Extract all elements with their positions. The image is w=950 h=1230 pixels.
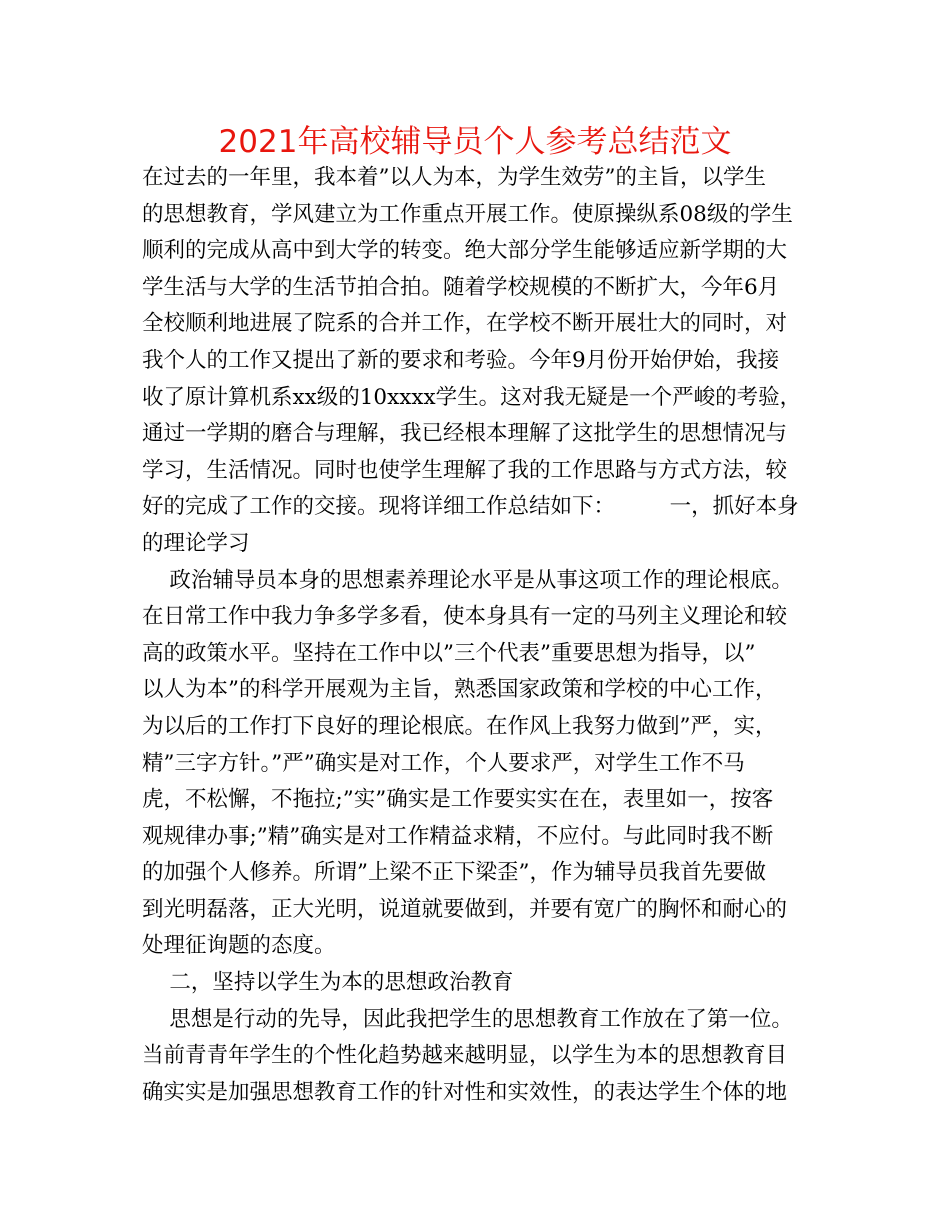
body-line: 思想是行动的先导，因此我把学生的思想教育工作放在了第一位。 bbox=[142, 1006, 793, 1032]
body-line: 政治辅导员本身的思想素养理论水平是从事这项工作的理论根底。 bbox=[142, 567, 793, 593]
body-line: 到光明磊落，正大光明，说道就要做到，并要有宽广的胸怀和耐心的 bbox=[142, 896, 788, 922]
body-line: 为以后的工作打下良好的理论根底。在作风上我努力做到”严，实， bbox=[142, 713, 777, 739]
body-line: 高的政策水平。坚持在工作中以”三个代表”重要思想为指导，以” bbox=[142, 640, 756, 666]
body-line: 在过去的一年里，我本着”以人为本，为学生效劳”的主旨，以学生 bbox=[142, 165, 766, 190]
body-line: 观规律办事;”精”确实是对工作精益求精，不应付。与此同时我不断 bbox=[142, 823, 774, 849]
body-line: 当前青青年学生的个性化趋势越来越明显，以学生为本的思想教育目 bbox=[142, 1043, 788, 1069]
body-line: 虎，不松懈，不拖拉;”实”确实是工作要实实在在，表里如一，按客 bbox=[142, 787, 774, 813]
body-line: 确实实是加强思想教育工作的针对性和实效性，的表达学生个体的地 bbox=[142, 1079, 788, 1105]
body-line: 二，坚持以学生为本的思想政治教育 bbox=[142, 970, 514, 996]
body-line: 精”三字方针。”严”确实是对工作，个人要求严，对学生工作不马 bbox=[142, 750, 745, 776]
body-line: 的理论学习 bbox=[142, 530, 250, 556]
body-line: 好的完成了工作的交接。现将详细工作总结如下： 一，抓好本身 bbox=[142, 494, 799, 520]
body-line: 在日常工作中我力争多学多看，使本身具有一定的马列主义理论和较 bbox=[142, 604, 788, 630]
body-line: 的思想教育，学风建立为工作重点开展工作。使原操纵系08级的学生 bbox=[142, 201, 793, 227]
body-line: 顺利的完成从高中到大学的转变。绝大部分学生能够适应新学期的大 bbox=[142, 238, 788, 264]
body-line: 学生活与大学的生活节拍合拍。随着学校规模的不断扩大，今年6月 bbox=[142, 274, 780, 300]
body-line: 通过一学期的磨合与理解，我已经根本理解了这批学生的思想情况与 bbox=[142, 421, 788, 447]
body-line: 学习，生活情况。同时也使学生理解了我的工作思路与方式方法，较 bbox=[142, 457, 788, 483]
body-line: 我个人的工作又提出了新的要求和考验。今年9月份开始伊始，我接 bbox=[142, 347, 780, 373]
body-line: 收了原计算机系xx级的10xxxx学生。这对我无疑是一个严峻的考验， bbox=[142, 384, 802, 410]
body-line: 处理征询题的态度。 bbox=[142, 933, 336, 959]
body-line: 全校顺利地进展了院系的合并工作，在学校不断开展壮大的同时，对 bbox=[142, 311, 788, 337]
document-body bbox=[142, 160, 842, 1111]
body-line: 的加强个人修养。所谓”上梁不正下梁歪”，作为辅导员我首先要做 bbox=[142, 860, 766, 886]
body-line: 以人为本”的科学开展观为主旨，熟悉国家政策和学校的中心工作， bbox=[142, 677, 777, 703]
document-title: 2021年高校辅导员个人参考总结范文 bbox=[218, 124, 732, 160]
